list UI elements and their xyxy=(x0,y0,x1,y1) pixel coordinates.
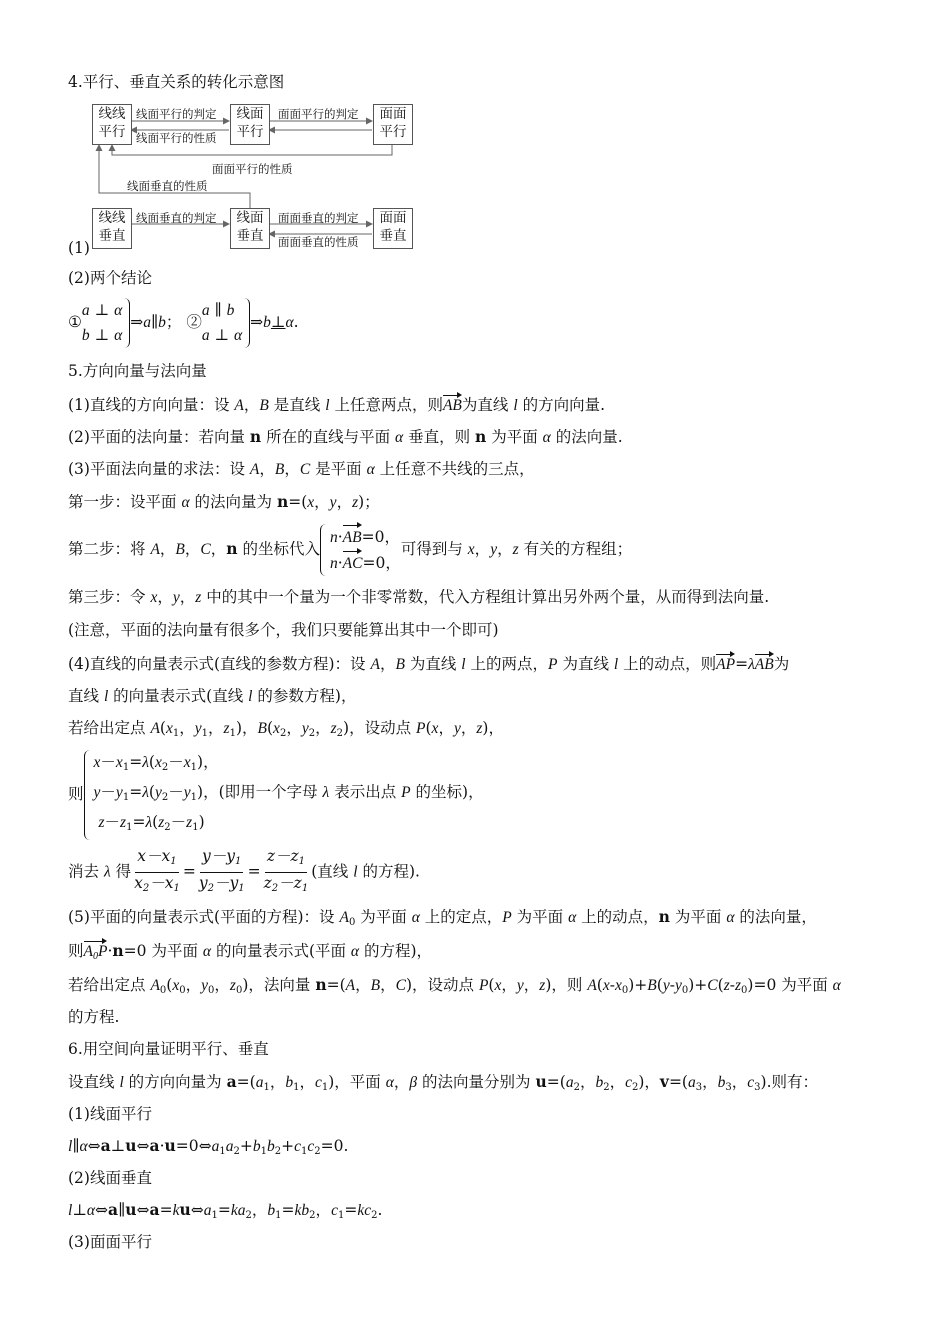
normal-vector-method: (3)平面法向量的求法：设 A，B，C 是平面 α 上任意不共线的三点， xyxy=(68,460,535,478)
plane-vector-form-1: (5)平面的向量表示式(平面的方程)：设 $A_0$ 为平面 α 上的定点，P 为平面 α 上的动点，n 为平面 α 的法向量， xyxy=(68,907,817,928)
label-mm-perp-judge: 面面垂直的判定 xyxy=(278,211,359,225)
vector-setup: 设直线 l 的方向向量为 $a=(a_1$，$b_1$，$c_1$)，平面 α，β 的法向量分别为 $u=(a_2$，$b_2$，$c_2$)，$v=(a_3$，$b_3$，$c_3$).则有： xyxy=(68,1072,819,1093)
box-line-plane-perpendicular: 线面 垂直 xyxy=(230,208,270,249)
label-lm-par-prop: 线面平行的性质 xyxy=(136,131,217,145)
section-5-heading: 5.方向向量与法向量 xyxy=(68,362,207,380)
symmetric-equation: 消去 λ 得 $\frac{x-x_1}{x_2-x_1}$ = $\frac{y-y_1}{y_2-y_1}$ = $\frac{z-z_1}{z_2-z_1}$ (直线 l 的方程). xyxy=(68,847,420,894)
two-conclusions: ① a ⊥ α b ⊥ α ⇒a∥b； ② a ∥ b a ⊥ α ⇒b⊥α. xyxy=(68,298,299,348)
box-plane-plane-perpendicular: 面面 垂直 xyxy=(373,208,413,249)
given-points: 若给出定点 $A(x_1$，$y_1$，$z_1$)，$B(x_2$，$y_2$，$z_2$)，设动点 P(x，y，z)， xyxy=(68,719,504,739)
item-1-label: (1) xyxy=(68,239,90,257)
subheading-line-plane-perpendicular: (2)线面垂直 xyxy=(68,1169,152,1187)
section-4-heading: 4.平行、垂直关系的转化示意图 xyxy=(68,73,285,91)
plane-vector-form-2: 则$A_0P\cdot n=0$ 为平面 α 的向量表示式(平面 α 的方程)， xyxy=(68,940,432,967)
label-mm-perp-prop: 面面垂直的性质 xyxy=(278,235,359,249)
label-lm-perp-judge: 线面垂直的判定 xyxy=(136,211,217,225)
formula-line-plane-perpendicular: $l\perp\alpha\Leftrightarrow a\parallel u\Leftrightarrow a=ku\Leftrightarrow a_1=ka_2$，$b_1=kb_2$，$c_1=kc_2$. xyxy=(68,1200,383,1221)
step-three: 第三步：令 x，y，z 中的其中一个量为一个非零常数，代入方程组计算出另外两个量，从而得到法向量. xyxy=(68,588,770,606)
box-line-line-parallel: 线线 平行 xyxy=(92,104,132,145)
formula-line-plane-parallel: $l\parallel\alpha\Leftrightarrow a\perp u\Leftrightarrow a\cdot u=0\Leftrightarrow a_1a_2+b_1b_2+c_1c_2=0$. xyxy=(68,1136,349,1157)
label-lm-par-judge: 线面平行的判定 xyxy=(136,107,217,121)
box-line-plane-parallel: 线面 平行 xyxy=(230,104,270,145)
box-plane-plane-parallel: 面面 平行 xyxy=(373,104,413,145)
plane-equation-2: 的方程. xyxy=(68,1008,120,1026)
subheading-plane-plane-parallel: (3)面面平行 xyxy=(68,1233,152,1251)
subheading-line-plane-parallel: (1)线面平行 xyxy=(68,1105,152,1123)
plane-equation-1: 若给出定点 $A_0(x_0$，$y_0$，$z_0$)，法向量 n=(A，B，C)，设动点 P(x，y，z)，则 $A(x-x_0)+B(y-y_0)+C(z-z_0)=0$ 为平面 α xyxy=(68,975,841,996)
box-line-line-perpendicular: 线线 垂直 xyxy=(92,208,132,249)
label-mm-par-judge: 面面平行的判定 xyxy=(278,107,359,121)
parametric-system: 则 $x-x_1=\lambda(x_2-x_1)$， $y-y_1=\lambda(y_2-y_1)$，(即用一个字母 λ 表示出点 P 的坐标)， $z-z_1=\lambda(z_2-z_1)$ xyxy=(68,750,484,840)
line-vector-form-2: 直线 l 的向量表示式(直线 l 的参数方程)， xyxy=(68,687,357,705)
line-vector-form-1: (4)直线的向量表示式(直线的参数方程)：设 A，B 为直线 l 上的两点，P 为直线 l 上的动点，则AP=λAB为 xyxy=(68,655,790,673)
note-text: (注意，平面的法向量有很多个，我们只要能算出其中一个即可) xyxy=(68,621,499,639)
normal-vector-text: (2)平面的法向量：若向量 n 所在的直线与平面 α 垂直，则 n 为平面 α 的法向量. xyxy=(68,427,623,446)
relation-diagram xyxy=(0,0,950,260)
label-lm-perp-prop: 线面垂直的性质 xyxy=(127,179,208,193)
item-2-heading: (2)两个结论 xyxy=(68,269,152,287)
direction-vector-text: (1)直线的方向向量：设 A，B 是直线 l 上任意两点，则AB为直线 l 的方向向量. xyxy=(68,396,605,414)
step-two: 第二步：将 A，B，C，n 的坐标代入 n·AB=0， n·AC=0， 可得到与 x，y，z 有关的方程组； xyxy=(68,524,632,576)
section-6-heading: 6.用空间向量证明平行、垂直 xyxy=(68,1040,269,1058)
label-mm-par-prop: 面面平行的性质 xyxy=(212,162,293,176)
step-one: 第一步：设平面 α 的法向量为 n=(x，y，z)； xyxy=(68,492,380,511)
